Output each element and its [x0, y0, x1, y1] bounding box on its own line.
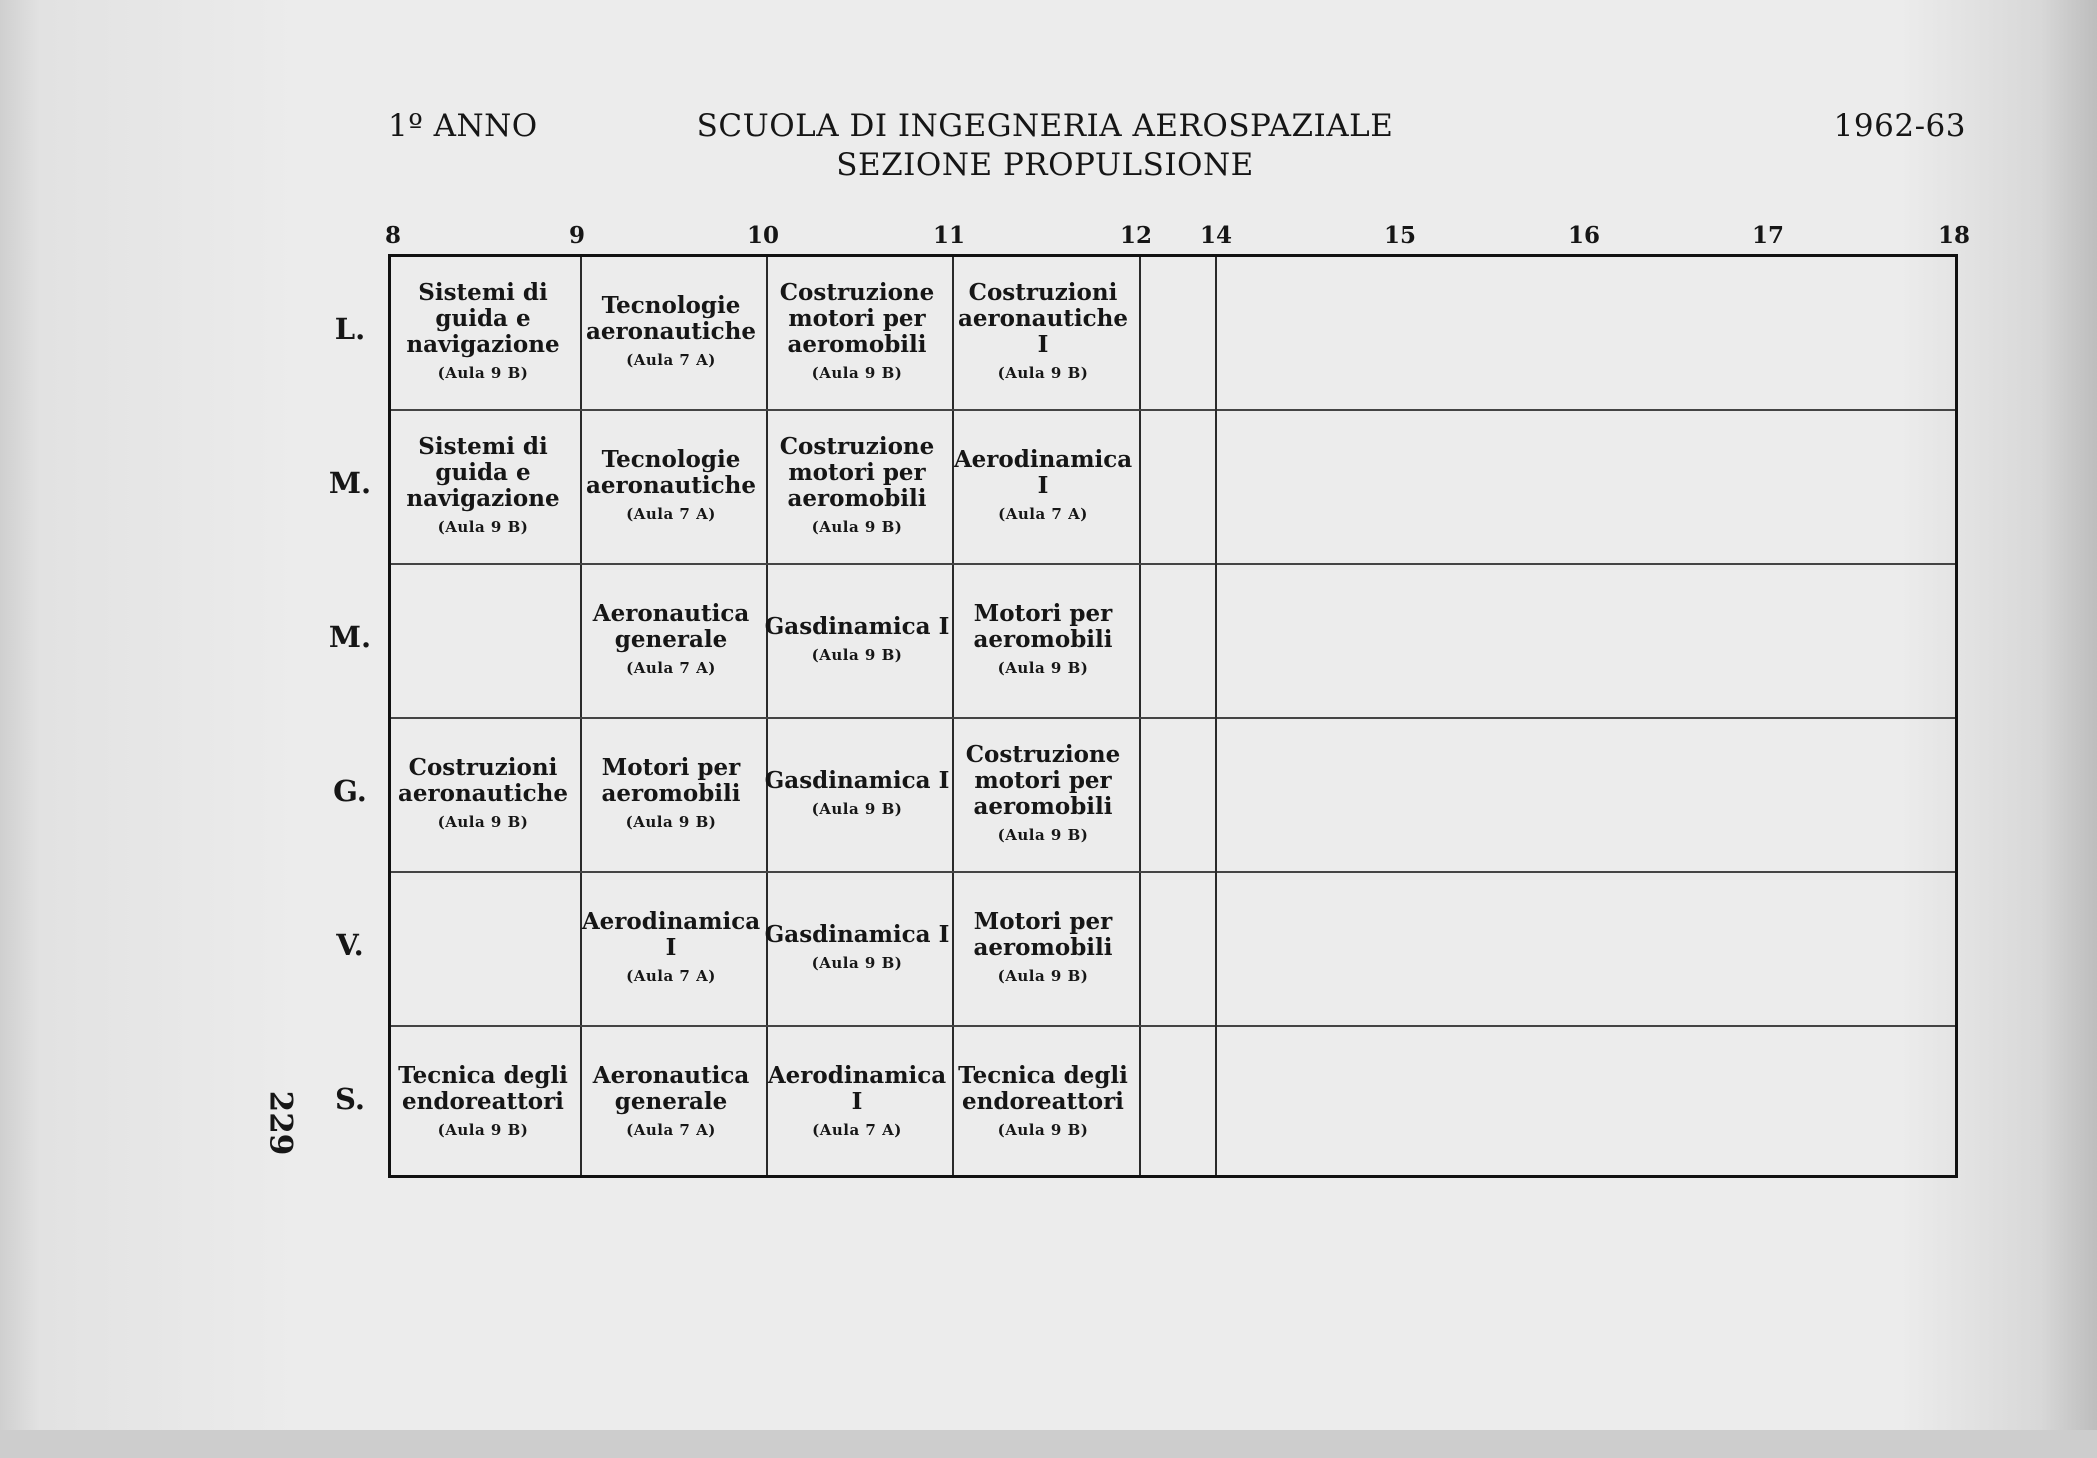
row-divider	[1217, 409, 1955, 411]
timetable-cell	[578, 1034, 764, 1168]
course-name: Aerodinamica I	[953, 446, 1133, 499]
hour-label: 11	[932, 222, 966, 249]
course-name: Tecnologie aeronautiche	[585, 446, 757, 499]
timetable-cell	[390, 572, 576, 706]
timetable-cell	[764, 418, 950, 552]
room-label: (Aula 9 B)	[997, 826, 1089, 844]
page-number: 229	[262, 1090, 299, 1156]
timetable-cell	[950, 572, 1136, 706]
room-label: (Aula 9 B)	[437, 1121, 529, 1139]
room-label: (Aula 7 A)	[626, 967, 716, 985]
timetable-cell	[578, 418, 764, 552]
column-divider	[1215, 257, 1217, 1175]
day-label: M.	[328, 620, 372, 654]
room-label: (Aula 9 B)	[997, 967, 1089, 985]
timetable-cell	[578, 726, 764, 860]
room-label: (Aula 7 A)	[812, 1121, 902, 1139]
timetable-cell	[950, 418, 1136, 552]
row-divider	[391, 1025, 1215, 1027]
course-name: Costruzione motori per aeromobili	[779, 433, 935, 512]
room-label: (Aula 7 A)	[626, 659, 716, 677]
room-label: (Aula 9 B)	[811, 364, 903, 382]
hour-label: 18	[1937, 222, 1971, 249]
day-label: G.	[333, 774, 367, 808]
timetable-cell	[390, 1034, 576, 1168]
room-label: (Aula 7 A)	[626, 505, 716, 523]
course-name: Tecnologie aeronautiche	[585, 292, 757, 345]
course-name: Tecnica degli endoreattori	[958, 1062, 1128, 1115]
timetable-cell	[950, 264, 1136, 398]
room-label: (Aula 9 B)	[625, 813, 717, 831]
hour-label: 8	[384, 222, 402, 249]
room-label: (Aula 7 A)	[626, 351, 716, 369]
column-divider	[1139, 257, 1141, 1175]
timetable-cell	[390, 726, 576, 860]
hour-label: 16	[1567, 222, 1601, 249]
timetable-cell	[950, 880, 1136, 1014]
hour-label: 12	[1119, 222, 1153, 249]
timetable-cell	[578, 264, 764, 398]
row-divider	[1217, 563, 1955, 565]
row-divider	[391, 871, 1215, 873]
hour-label: 17	[1751, 222, 1785, 249]
day-label: L.	[334, 312, 366, 346]
timetable-cell	[764, 1034, 950, 1168]
course-name: Motori per aeromobili	[973, 908, 1113, 961]
day-label: S.	[334, 1082, 365, 1116]
timetable-cell	[390, 264, 576, 398]
room-label: (Aula 9 B)	[997, 1121, 1089, 1139]
day-label: M.	[328, 466, 372, 500]
course-name: Costruzioni aeronautiche	[397, 754, 569, 807]
room-label: (Aula 7 A)	[626, 1121, 716, 1139]
room-label: (Aula 9 B)	[437, 518, 529, 536]
year-label: 1º ANNO	[388, 108, 538, 144]
academic-year: 1962-63	[1833, 108, 1966, 144]
day-label: V.	[336, 928, 364, 962]
section-title: SEZIONE PROPULSIONE	[836, 147, 1254, 183]
row-divider	[1217, 871, 1955, 873]
hour-label: 15	[1383, 222, 1417, 249]
row-divider	[391, 563, 1215, 565]
course-name: Sistemi di guida e navigazione	[406, 279, 560, 358]
course-name: Gasdinamica I	[764, 767, 950, 794]
course-name: Aeronautica generale	[592, 600, 750, 653]
room-label: (Aula 9 B)	[811, 646, 903, 664]
course-name: Costruzioni aeronautiche I	[957, 279, 1129, 358]
timetable-cell	[578, 880, 764, 1014]
timetable-cell	[764, 264, 950, 398]
school-title: SCUOLA DI INGEGNERIA AEROSPAZIALE	[696, 108, 1394, 144]
room-label: (Aula 9 B)	[997, 659, 1089, 677]
course-name: Gasdinamica I	[764, 921, 950, 948]
course-name: Aerodinamica I	[581, 908, 761, 961]
course-name: Costruzione motori per aeromobili	[965, 741, 1121, 820]
room-label: (Aula 9 B)	[811, 518, 903, 536]
row-divider	[391, 409, 1215, 411]
room-label: (Aula 9 B)	[997, 364, 1089, 382]
timetable-cell	[390, 418, 576, 552]
row-divider	[1217, 717, 1955, 719]
row-divider	[1217, 1025, 1955, 1027]
room-label: (Aula 7 A)	[998, 505, 1088, 523]
course-name: Motori per aeromobili	[973, 600, 1113, 653]
room-label: (Aula 9 B)	[437, 364, 529, 382]
course-name: Motori per aeromobili	[601, 754, 741, 807]
timetable-cell	[764, 880, 950, 1014]
timetable-cell	[764, 572, 950, 706]
room-label: (Aula 9 B)	[811, 954, 903, 972]
hour-label: 10	[746, 222, 780, 249]
timetable-cell	[764, 726, 950, 860]
hour-label: 9	[568, 222, 586, 249]
course-name: Gasdinamica I	[764, 613, 950, 640]
course-name: Sistemi di guida e navigazione	[406, 433, 560, 512]
room-label: (Aula 9 B)	[811, 800, 903, 818]
timetable-cell	[950, 726, 1136, 860]
course-name: Aeronautica generale	[592, 1062, 750, 1115]
timetable-cell	[390, 880, 576, 1014]
row-divider	[391, 717, 1215, 719]
timetable-cell	[950, 1034, 1136, 1168]
room-label: (Aula 9 B)	[437, 813, 529, 831]
timetable-cell	[578, 572, 764, 706]
course-name: Aerodinamica I	[767, 1062, 947, 1115]
course-name: Costruzione motori per aeromobili	[779, 279, 935, 358]
hour-label: 14	[1199, 222, 1233, 249]
course-name: Tecnica degli endoreattori	[398, 1062, 568, 1115]
